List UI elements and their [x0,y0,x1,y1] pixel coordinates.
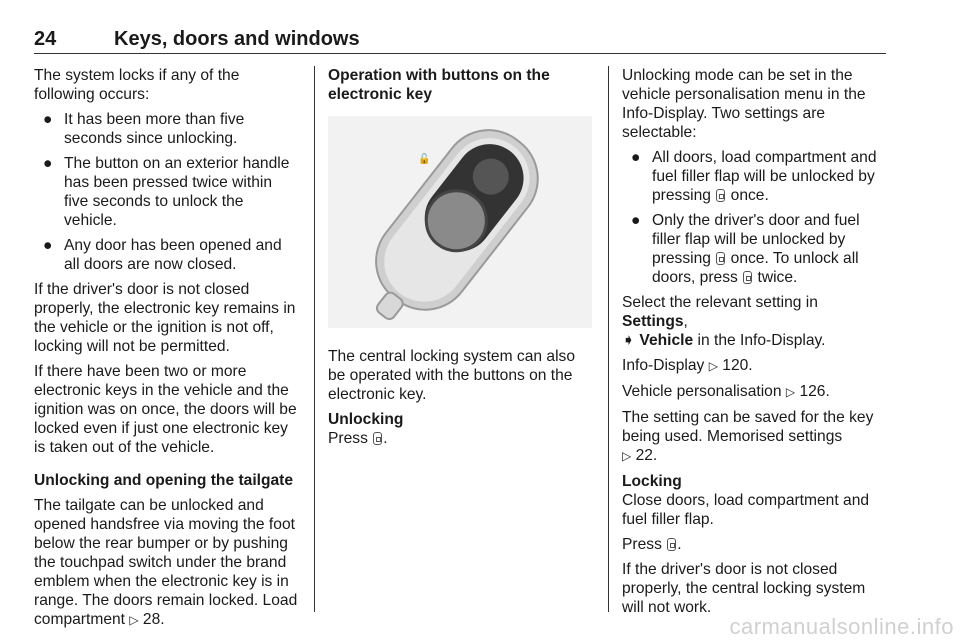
paragraph: Info-Display ▷ 120. [622,357,753,374]
column-1 [34,66,300,636]
page-number: 24 [34,28,57,50]
list-item: ● Any door has been opened and all doors are now closed. [43,237,282,273]
list-item: ● It has been more than five seconds since unlocking. [43,111,245,147]
bullet-icon: ● [631,212,641,229]
paragraph: Press . [622,536,682,553]
page-ref-icon[interactable]: ▷ [785,385,796,399]
bullet-icon: ● [43,155,53,172]
paragraph: Press . [328,430,388,447]
header-rule [34,53,886,54]
paragraph: If the driver's door is not closed properly, the central locking system will not work. [622,561,866,616]
intro-text: The system locks if any of the following occurs: [34,67,240,103]
paragraph: If the driver's door is not closed properly, the electronic key remains in the vehicle or the ignition is not off, locking will not be permitted. [34,281,296,355]
page-ref-icon[interactable]: ▷ [708,359,718,373]
settings-menu-label: Settings [622,313,684,330]
paragraph: If there have been two or more electronic keys in the vehicle and the ignition was on once, the doors will be locked even if just one electronic key is taken out of the vehicle. [34,363,297,456]
lock-conditions-list [34,110,300,274]
unlock-button-icon [716,189,725,202]
section-title: Keys, doors and windows [114,28,360,50]
list-item: ● All doors, load compartment and fuel filler flap will be unlocked by pressing once. [631,149,877,204]
paragraph: The setting can be saved for the key being used. Memorised settings ▷ 22. [622,409,874,464]
paragraph: Vehicle personalisation ▷ 126. [622,383,830,400]
bullet-icon: ● [43,237,53,254]
paragraph: The tailgate can be unlocked and opened handsfree via moving the foot below the rear bumper or by pushing the touchpad switch under the brand emblem when the electronic key is in range. The doors remain locked. Load compartment ▷ 28. [34,497,298,628]
page-ref-icon[interactable]: ▷ [622,449,632,463]
column-divider [314,66,315,612]
paragraph: Select the relevant setting in Settings, ➧ Vehicle in the Info-Display. [622,294,826,349]
vehicle-menu-label: Vehicle [639,332,694,349]
settings-list [622,148,888,287]
page-header [34,28,886,52]
column-2 [328,66,594,454]
list-item: ● Only the driver's door and fuel filler flap will be unlocked by pressing once. To unlock all doors, press twice. [631,212,860,286]
unlock-button-icon [373,432,382,445]
unlock-button-icon [716,252,725,265]
subheading: Locking [622,473,682,490]
svg-text:🔓: 🔓 [418,154,431,165]
column-3 [622,66,888,623]
electronic-key-illustration [328,116,592,328]
list-item: ● The button on an exterior handle has been pressed twice within five seconds to unlock the vehicle. [43,155,290,229]
intro-text: Unlocking mode can be set in the vehicle personalisation menu in the Info-Display. Two settings are selectable: [622,67,866,141]
subheading: Unlocking [328,411,404,428]
subheading: Operation with buttons on the electronic key [328,67,550,103]
caption-text: The central locking system can also be operated with the buttons on the electronic key. [328,348,576,403]
subheading: Unlocking and opening the tailgate [34,472,294,489]
paragraph: Close doors, load compartment and fuel filler flap. [622,492,870,528]
arrow-icon: ➧ [622,332,636,349]
unlock-button-icon [743,271,752,284]
lock-button-icon [667,538,676,551]
watermark: carmanualsonline.info [729,614,954,639]
bullet-icon: ● [631,149,641,166]
bullet-icon: ● [43,111,53,128]
page-ref-icon[interactable]: ▷ [129,613,139,627]
column-divider [608,66,609,612]
